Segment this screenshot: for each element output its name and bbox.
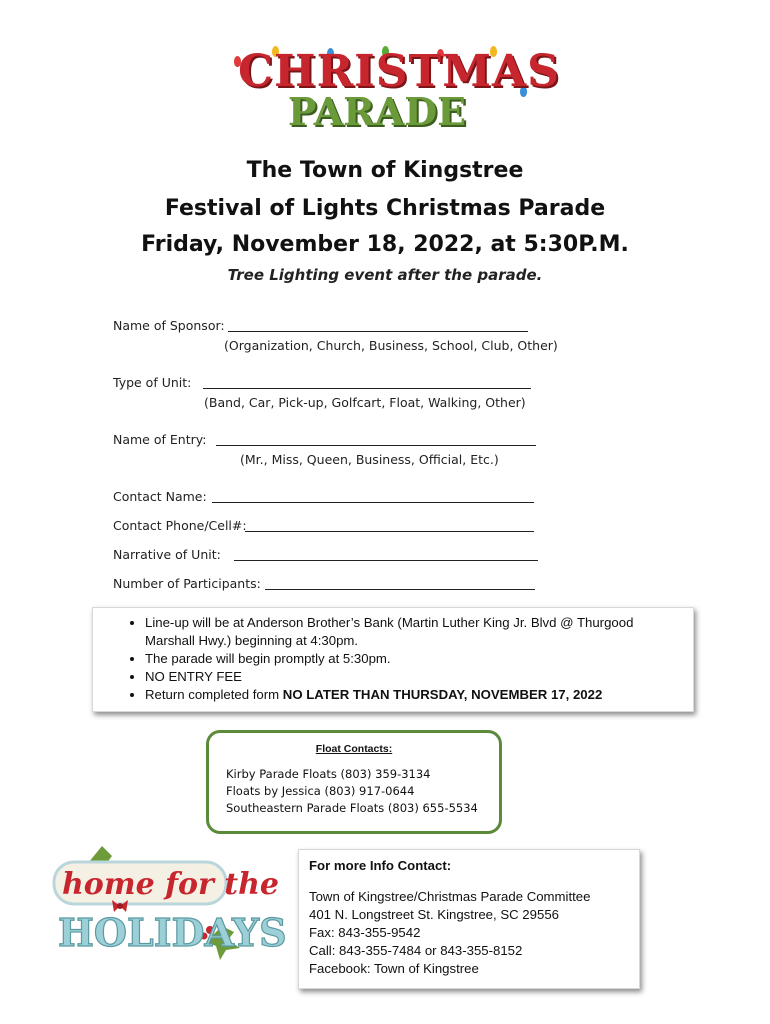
- unit-type-hint: (Band, Car, Pick-up, Golfcart, Float, Walking, Other): [204, 395, 526, 410]
- contact-address: 401 N. Longstreet St. Kingstree, SC 29556: [309, 907, 559, 922]
- home-for-the-holidays-graphic: [50, 842, 287, 962]
- float-contact-southeastern: Southeastern Parade Floats (803) 655-5534: [226, 801, 478, 815]
- list-item: [145, 686, 683, 704]
- event-subtitle: Tree Lighting event after the parade.: [227, 266, 543, 284]
- contact-facebook: Facebook: Town of Kingstree: [309, 961, 479, 976]
- event-title: Festival of Lights Christmas Parade: [164, 196, 606, 221]
- participants-label: Number of Participants:: [113, 576, 261, 591]
- contact-phone: Call: 843-355-7484 or 843-355-8152: [309, 943, 523, 958]
- float-contact-kirby: Kirby Parade Floats (803) 359-3134: [226, 767, 431, 781]
- contact-phone-label: Contact Phone/Cell#:: [113, 518, 247, 533]
- list-item: • NO ENTRY FEE: [145, 668, 683, 686]
- contact-box-title: For more Info Contact:: [309, 858, 452, 873]
- entry-name-label: Name of Entry:: [113, 432, 207, 447]
- unit-type-label: Type of Unit:: [113, 375, 192, 390]
- contact-phone-field[interactable]: [245, 531, 534, 532]
- sponsor-hint: (Organization, Church, Business, School, Club, Other): [224, 338, 558, 353]
- contact-name-label: Contact Name:: [113, 489, 207, 504]
- more-info-contact-box: [298, 849, 640, 989]
- holiday-line1-text: home for the: [62, 867, 280, 902]
- narrative-field[interactable]: [234, 560, 538, 561]
- deadline-date: NO LATER THAN THURSDAY, NOVEMBER 17, 2022: [282, 687, 603, 702]
- logo-parade-text: PARADE: [287, 89, 467, 134]
- list-item: • Line-up will be at Anderson Brother’s Bank (Martin Luther King Jr. Blvd @ Thurgood Marshall Hwy.) beginning at 4:30pm.: [145, 614, 683, 650]
- event-date: Friday, November 18, 2022, at 5:30P.M.: [141, 232, 629, 257]
- entry-name-field[interactable]: [216, 445, 536, 446]
- participants-field[interactable]: [265, 589, 535, 590]
- deadline-prefix: Return completed form: [145, 687, 283, 702]
- sponsor-field[interactable]: [228, 331, 528, 332]
- christmas-parade-logo: [232, 46, 560, 138]
- contact-name-field[interactable]: [212, 502, 534, 503]
- narrative-label: Narrative of Unit:: [113, 547, 221, 562]
- parade-info-box: [92, 607, 694, 712]
- contact-fax: Fax: 843-355-9542: [309, 925, 421, 940]
- unit-type-field[interactable]: [203, 388, 531, 389]
- holiday-line2-text: HOLIDAYS: [58, 910, 287, 955]
- sponsor-label: Name of Sponsor:: [113, 318, 225, 333]
- float-contacts-title: Float Contacts:: [315, 743, 393, 755]
- logo-christmas-text: CHRISTMAS: [238, 46, 560, 97]
- contact-committee: Town of Kingstree/Christmas Parade Committee: [309, 889, 591, 904]
- list-item: • The parade will begin promptly at 5:30pm.: [145, 650, 683, 668]
- town-title: The Town of Kingstree: [246, 158, 524, 183]
- float-contact-jessica: Floats by Jessica (803) 917-0644: [226, 784, 415, 798]
- info-list: [93, 608, 693, 704]
- float-contacts-box: [206, 730, 502, 834]
- entry-name-hint: (Mr., Miss, Queen, Business, Official, Etc.): [240, 452, 499, 467]
